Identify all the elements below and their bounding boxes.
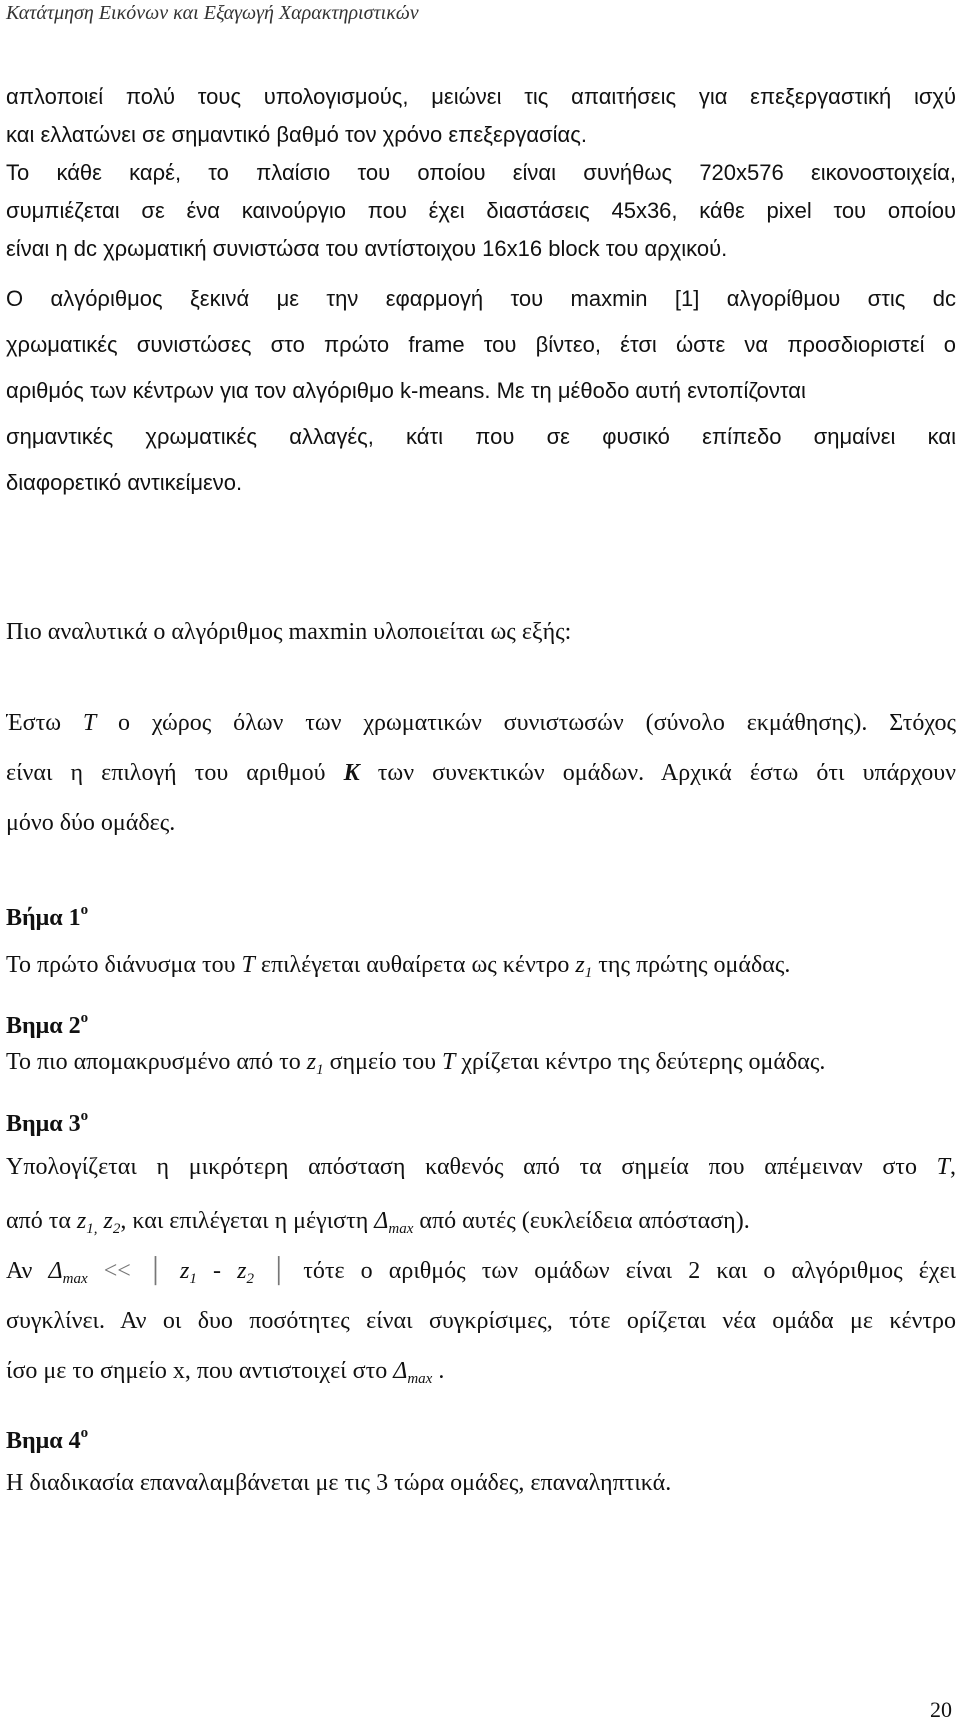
text-line: Έστω T ο χώρος όλων των χρωματικών συνιστωσών (σύνολο εκμάθησης). Στόχος xyxy=(6,710,956,736)
text-line: ίσο με το σημείο x, που αντιστοιχεί στο $\Delta_{max}$ . xyxy=(6,1358,445,1387)
text-line: απλοποιεί πολύ τους υπολογισμούς, μειώνει τις απαιτήσεις για επεξεργαστική ισχύ xyxy=(6,84,956,109)
step2-text: Το πιο απομακρυσμένο από το $z_1$ σημείο του T χρίζεται κέντρο της δεύτερης ομάδας. xyxy=(6,1049,826,1078)
step3-heading: Βημα $3^o$ xyxy=(6,1108,89,1137)
text-line: είναι η επιλογή του αριθμού K των συνεκτικών ομάδων. Αρχικά έστω ότι υπάρχουν xyxy=(6,760,956,786)
text-line: από τα $z_{1,}$ $z_2$, και επιλέγεται η μέγιστη $\Delta_{max}$ από αυτές (ευκλείδεια απόσταση). xyxy=(6,1208,750,1237)
definition-paragraph xyxy=(6,703,956,843)
text-line: Ο αλγόριθμος ξεκινά με την εφαρμογή του maxmin [1] αλγορίθμου στις dc xyxy=(6,286,956,311)
text-line: και ελλατώνει σε σημαντικό βαθμό τον χρόνο επεξεργασίας. xyxy=(6,122,587,147)
step3-paragraph xyxy=(6,1147,956,1391)
text-line: σημαντικές χρωματικές αλλαγές, κάτι που σε φυσικό επίπεδο σημαίνει και xyxy=(6,424,956,449)
step4-text: Η διαδικασία επαναλαμβάνεται με τις 3 τώρα ομάδες, επαναληπτικά. xyxy=(6,1470,672,1496)
maxmin-intro: Πιο αναλυτικά ο αλγόριθμος maxmin υλοποιείται ως εξής: xyxy=(6,619,572,645)
step2-heading: Βημα $2^o$ xyxy=(6,1010,89,1039)
text-line: συμπιέζεται σε ένα καινούργιο που έχει διαστάσεις 45x36, κάθε pixel του οποίου xyxy=(6,198,956,223)
text-line: Υπολογίζεται η μικρότερη απόσταση καθενός από τα σημεία που απέμειναν στο T, xyxy=(6,1154,956,1180)
text-line: Αν $\Delta_{max}$ << │ $z_1 - z_2$ │ τότε ο αριθμός των ομάδων είναι 2 και ο αλγόριθμος έχει xyxy=(6,1258,956,1287)
text-line: αριθμός των κέντρων για τον αλγόριθμο k-means. Με τη μέθοδο αυτή εντοπίζονται xyxy=(6,378,806,403)
step1-heading: Βήμα $1^o$ xyxy=(6,902,89,931)
text-line: μόνο δύο ομάδες. xyxy=(6,810,176,836)
page-number: 20 xyxy=(930,1697,952,1722)
intro-paragraph xyxy=(6,78,956,502)
text-line: διαφορετικό αντικείμενο. xyxy=(6,470,243,495)
text-line: είναι η dc χρωματική συνιστώσα του αντίστοιχου 16x16 block του αρχικού. xyxy=(6,236,728,261)
step1-text: Το πρώτο διάνυσμα του T επιλέγεται αυθαίρετα ως κέντρο $z_1$ της πρώτης ομάδας. xyxy=(6,952,791,981)
running-header: Κατάτμηση Εικόνων και Εξαγωγή Χαρακτηριστικών xyxy=(6,2,419,24)
step4-heading: Βημα $4^o$ xyxy=(6,1425,89,1454)
text-line: χρωματικές συνιστώσες στο πρώτο frame του βίντεο, έτσι ώστε να προσδιοριστεί ο xyxy=(6,332,956,357)
text-line: συγκλίνει. Αν οι δυο ποσότητες είναι συγκρίσιμες, τότε ορίζεται νέα ομάδα με κέντρο xyxy=(6,1308,956,1334)
text-line: Το κάθε καρέ, το πλαίσιο του οποίου είναι συνήθως 720x576 εικονοστοιχεία, xyxy=(6,160,956,185)
